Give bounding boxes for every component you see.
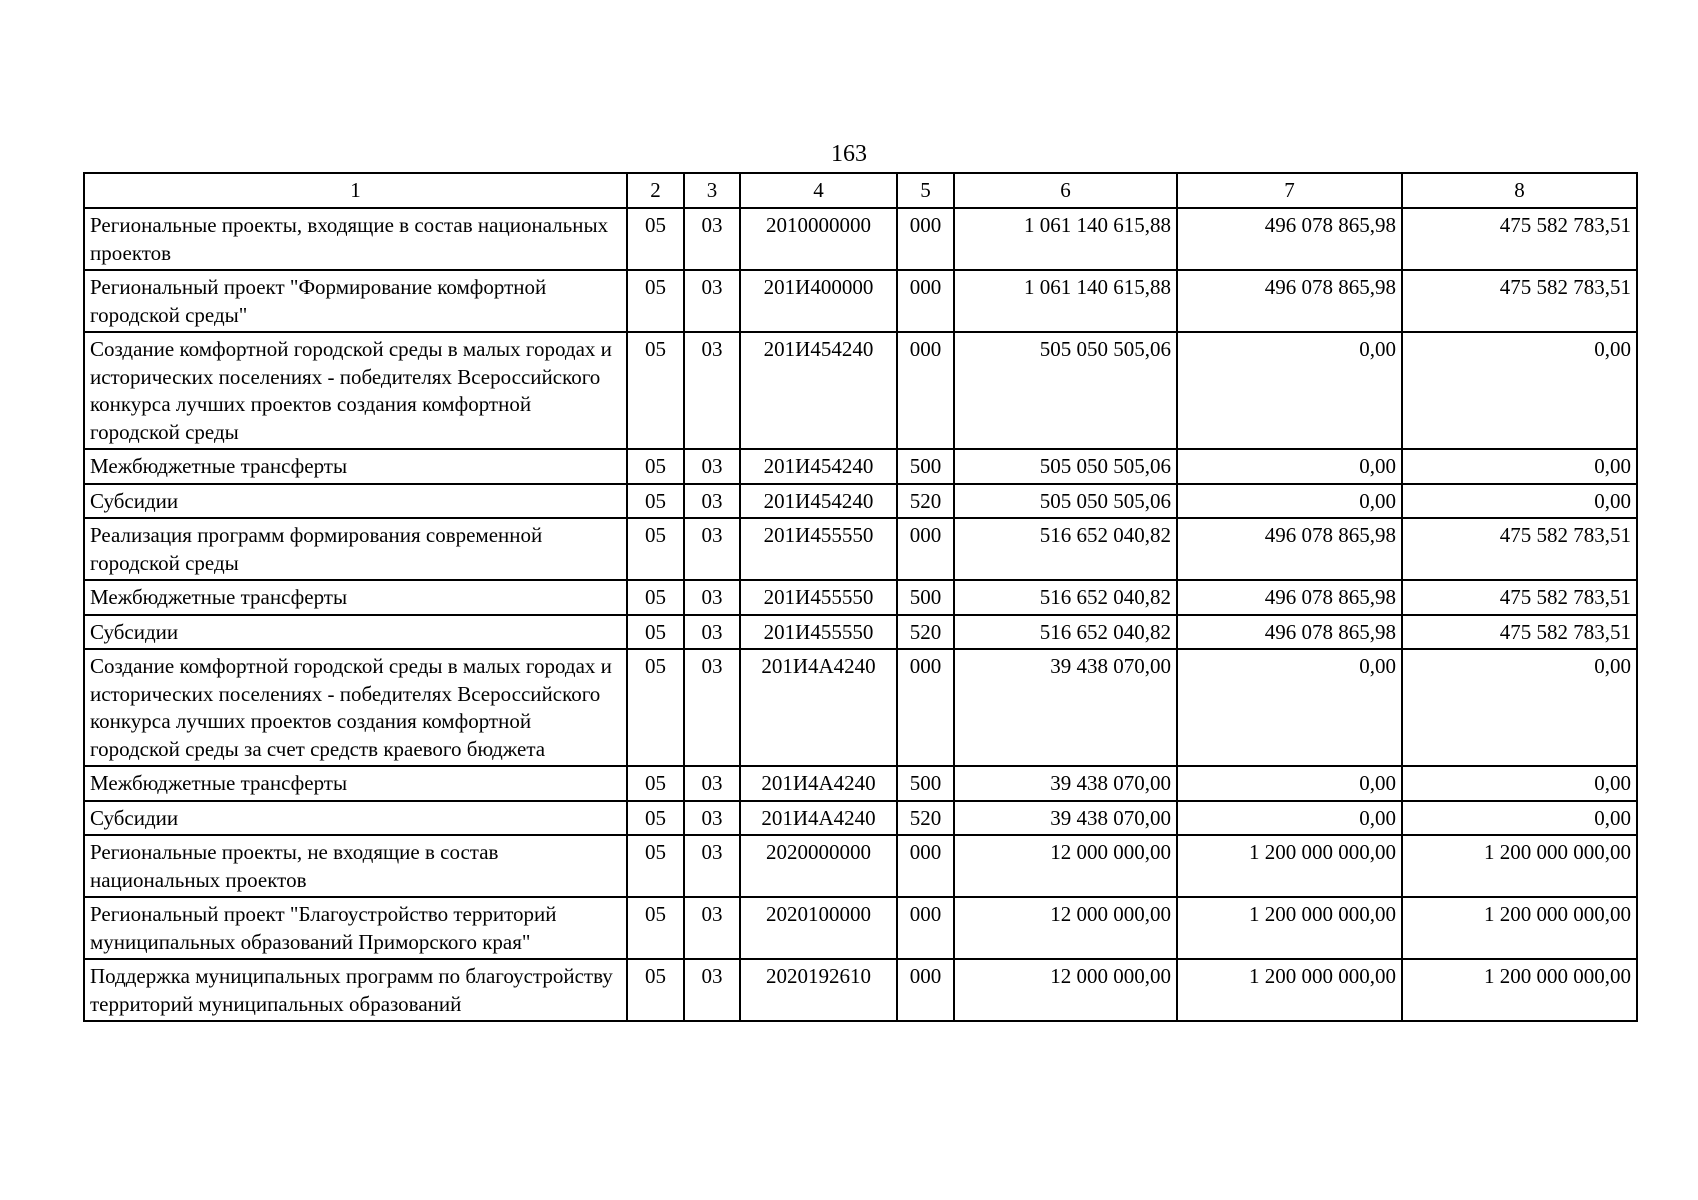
row-amount-col6: 516 652 040,82 bbox=[954, 580, 1177, 615]
row-name: Субсидии bbox=[84, 801, 627, 836]
row-target-code: 2010000000 bbox=[740, 208, 897, 270]
row-expense-type: 000 bbox=[897, 332, 954, 449]
row-amount-col7: 1 200 000 000,00 bbox=[1177, 959, 1402, 1021]
row-section: 05 bbox=[627, 615, 684, 650]
header-cell-6: 6 bbox=[954, 173, 1177, 208]
row-subsection: 03 bbox=[684, 801, 740, 836]
row-section: 05 bbox=[627, 518, 684, 580]
table-body bbox=[84, 208, 1637, 1021]
table-row bbox=[84, 766, 1637, 801]
row-amount-col6: 12 000 000,00 bbox=[954, 897, 1177, 959]
row-amount-col7: 496 078 865,98 bbox=[1177, 580, 1402, 615]
row-section: 05 bbox=[627, 897, 684, 959]
row-expense-type: 520 bbox=[897, 484, 954, 519]
row-amount-col8: 475 582 783,51 bbox=[1402, 208, 1637, 270]
row-subsection: 03 bbox=[684, 270, 740, 332]
row-amount-col8: 475 582 783,51 bbox=[1402, 518, 1637, 580]
row-amount-col6: 39 438 070,00 bbox=[954, 766, 1177, 801]
budget-table bbox=[83, 172, 1638, 1022]
row-section: 05 bbox=[627, 270, 684, 332]
row-expense-type: 000 bbox=[897, 897, 954, 959]
row-amount-col8: 1 200 000 000,00 bbox=[1402, 897, 1637, 959]
row-target-code: 2020100000 bbox=[740, 897, 897, 959]
row-expense-type: 000 bbox=[897, 208, 954, 270]
table-row bbox=[84, 518, 1637, 580]
row-amount-col7: 0,00 bbox=[1177, 649, 1402, 766]
table-row bbox=[84, 615, 1637, 650]
header-cell-3: 3 bbox=[684, 173, 740, 208]
row-subsection: 03 bbox=[684, 580, 740, 615]
header-cell-5: 5 bbox=[897, 173, 954, 208]
row-expense-type: 520 bbox=[897, 615, 954, 650]
row-amount-col8: 0,00 bbox=[1402, 484, 1637, 519]
row-amount-col7: 496 078 865,98 bbox=[1177, 208, 1402, 270]
row-name: Создание комфортной городской среды в малых городах и исторических поселениях - победителях Всероссийского конкурса лучших проектов создания комфортной городской среды bbox=[84, 332, 627, 449]
row-section: 05 bbox=[627, 766, 684, 801]
header-cell-2: 2 bbox=[627, 173, 684, 208]
table-row bbox=[84, 484, 1637, 519]
row-amount-col8: 475 582 783,51 bbox=[1402, 580, 1637, 615]
table-row bbox=[84, 580, 1637, 615]
table-row bbox=[84, 449, 1637, 484]
row-target-code: 201И455550 bbox=[740, 615, 897, 650]
row-target-code: 201И4А4240 bbox=[740, 766, 897, 801]
header-row bbox=[84, 173, 1637, 208]
row-amount-col6: 39 438 070,00 bbox=[954, 801, 1177, 836]
table-row bbox=[84, 649, 1637, 766]
row-amount-col6: 1 061 140 615,88 bbox=[954, 208, 1177, 270]
table-row bbox=[84, 208, 1637, 270]
row-expense-type: 500 bbox=[897, 766, 954, 801]
row-name: Создание комфортной городской среды в малых городах и исторических поселениях - победителях Всероссийского конкурса лучших проектов создания комфортной городской среды за счет средств краевого бюджета bbox=[84, 649, 627, 766]
table-header bbox=[84, 173, 1637, 208]
header-cell-1: 1 bbox=[84, 173, 627, 208]
row-section: 05 bbox=[627, 959, 684, 1021]
row-subsection: 03 bbox=[684, 897, 740, 959]
row-name: Региональные проекты, не входящие в состав национальных проектов bbox=[84, 835, 627, 897]
row-section: 05 bbox=[627, 484, 684, 519]
row-subsection: 03 bbox=[684, 766, 740, 801]
row-amount-col7: 0,00 bbox=[1177, 766, 1402, 801]
row-amount-col8: 475 582 783,51 bbox=[1402, 270, 1637, 332]
table-row bbox=[84, 835, 1637, 897]
row-amount-col7: 1 200 000 000,00 bbox=[1177, 897, 1402, 959]
row-name: Межбюджетные трансферты bbox=[84, 766, 627, 801]
row-amount-col6: 505 050 505,06 bbox=[954, 449, 1177, 484]
row-target-code: 201И455550 bbox=[740, 580, 897, 615]
row-expense-type: 000 bbox=[897, 518, 954, 580]
row-section: 05 bbox=[627, 649, 684, 766]
table-row bbox=[84, 801, 1637, 836]
row-amount-col6: 516 652 040,82 bbox=[954, 615, 1177, 650]
row-expense-type: 000 bbox=[897, 835, 954, 897]
row-amount-col7: 1 200 000 000,00 bbox=[1177, 835, 1402, 897]
page-number: 163 bbox=[831, 141, 867, 167]
row-section: 05 bbox=[627, 580, 684, 615]
row-amount-col7: 496 078 865,98 bbox=[1177, 518, 1402, 580]
row-target-code: 201И400000 bbox=[740, 270, 897, 332]
header-cell-7: 7 bbox=[1177, 173, 1402, 208]
row-amount-col7: 496 078 865,98 bbox=[1177, 270, 1402, 332]
row-section: 05 bbox=[627, 801, 684, 836]
row-amount-col8: 0,00 bbox=[1402, 332, 1637, 449]
row-amount-col6: 505 050 505,06 bbox=[954, 484, 1177, 519]
row-amount-col8: 475 582 783,51 bbox=[1402, 615, 1637, 650]
row-target-code: 201И4А4240 bbox=[740, 801, 897, 836]
row-target-code: 201И454240 bbox=[740, 484, 897, 519]
row-amount-col6: 516 652 040,82 bbox=[954, 518, 1177, 580]
row-subsection: 03 bbox=[684, 835, 740, 897]
row-name: Региональные проекты, входящие в состав национальных проектов bbox=[84, 208, 627, 270]
row-subsection: 03 bbox=[684, 959, 740, 1021]
row-target-code: 2020000000 bbox=[740, 835, 897, 897]
row-amount-col8: 0,00 bbox=[1402, 649, 1637, 766]
row-amount-col8: 0,00 bbox=[1402, 766, 1637, 801]
row-section: 05 bbox=[627, 449, 684, 484]
row-target-code: 201И455550 bbox=[740, 518, 897, 580]
row-amount-col8: 1 200 000 000,00 bbox=[1402, 959, 1637, 1021]
row-name: Межбюджетные трансферты bbox=[84, 580, 627, 615]
row-section: 05 bbox=[627, 208, 684, 270]
row-amount-col7: 0,00 bbox=[1177, 801, 1402, 836]
header-cell-8: 8 bbox=[1402, 173, 1637, 208]
row-expense-type: 000 bbox=[897, 649, 954, 766]
row-target-code: 201И454240 bbox=[740, 332, 897, 449]
row-expense-type: 000 bbox=[897, 270, 954, 332]
row-amount-col8: 1 200 000 000,00 bbox=[1402, 835, 1637, 897]
row-name: Субсидии bbox=[84, 484, 627, 519]
row-amount-col7: 0,00 bbox=[1177, 484, 1402, 519]
row-amount-col6: 39 438 070,00 bbox=[954, 649, 1177, 766]
row-name: Поддержка муниципальных программ по благоустройству территорий муниципальных образований bbox=[84, 959, 627, 1021]
row-amount-col8: 0,00 bbox=[1402, 449, 1637, 484]
row-amount-col7: 0,00 bbox=[1177, 449, 1402, 484]
row-amount-col8: 0,00 bbox=[1402, 801, 1637, 836]
table-row bbox=[84, 332, 1637, 449]
row-subsection: 03 bbox=[684, 208, 740, 270]
row-subsection: 03 bbox=[684, 615, 740, 650]
row-subsection: 03 bbox=[684, 518, 740, 580]
row-amount-col6: 12 000 000,00 bbox=[954, 835, 1177, 897]
row-section: 05 bbox=[627, 835, 684, 897]
row-target-code: 201И4А4240 bbox=[740, 649, 897, 766]
row-section: 05 bbox=[627, 332, 684, 449]
row-subsection: 03 bbox=[684, 332, 740, 449]
table-row bbox=[84, 959, 1637, 1021]
row-amount-col6: 1 061 140 615,88 bbox=[954, 270, 1177, 332]
table-row bbox=[84, 897, 1637, 959]
row-name: Межбюджетные трансферты bbox=[84, 449, 627, 484]
row-name: Региональный проект "Благоустройство территорий муниципальных образований Приморского края" bbox=[84, 897, 627, 959]
row-expense-type: 500 bbox=[897, 449, 954, 484]
row-subsection: 03 bbox=[684, 649, 740, 766]
row-expense-type: 520 bbox=[897, 801, 954, 836]
row-subsection: 03 bbox=[684, 449, 740, 484]
row-target-code: 201И454240 bbox=[740, 449, 897, 484]
row-amount-col7: 0,00 bbox=[1177, 332, 1402, 449]
row-target-code: 2020192610 bbox=[740, 959, 897, 1021]
row-expense-type: 500 bbox=[897, 580, 954, 615]
row-name: Субсидии bbox=[84, 615, 627, 650]
row-subsection: 03 bbox=[684, 484, 740, 519]
row-amount-col7: 496 078 865,98 bbox=[1177, 615, 1402, 650]
row-name: Реализация программ формирования современной городской среды bbox=[84, 518, 627, 580]
row-expense-type: 000 bbox=[897, 959, 954, 1021]
row-amount-col6: 12 000 000,00 bbox=[954, 959, 1177, 1021]
table-row bbox=[84, 270, 1637, 332]
header-cell-4: 4 bbox=[740, 173, 897, 208]
row-amount-col6: 505 050 505,06 bbox=[954, 332, 1177, 449]
row-name: Региональный проект "Формирование комфортной городской среды" bbox=[84, 270, 627, 332]
